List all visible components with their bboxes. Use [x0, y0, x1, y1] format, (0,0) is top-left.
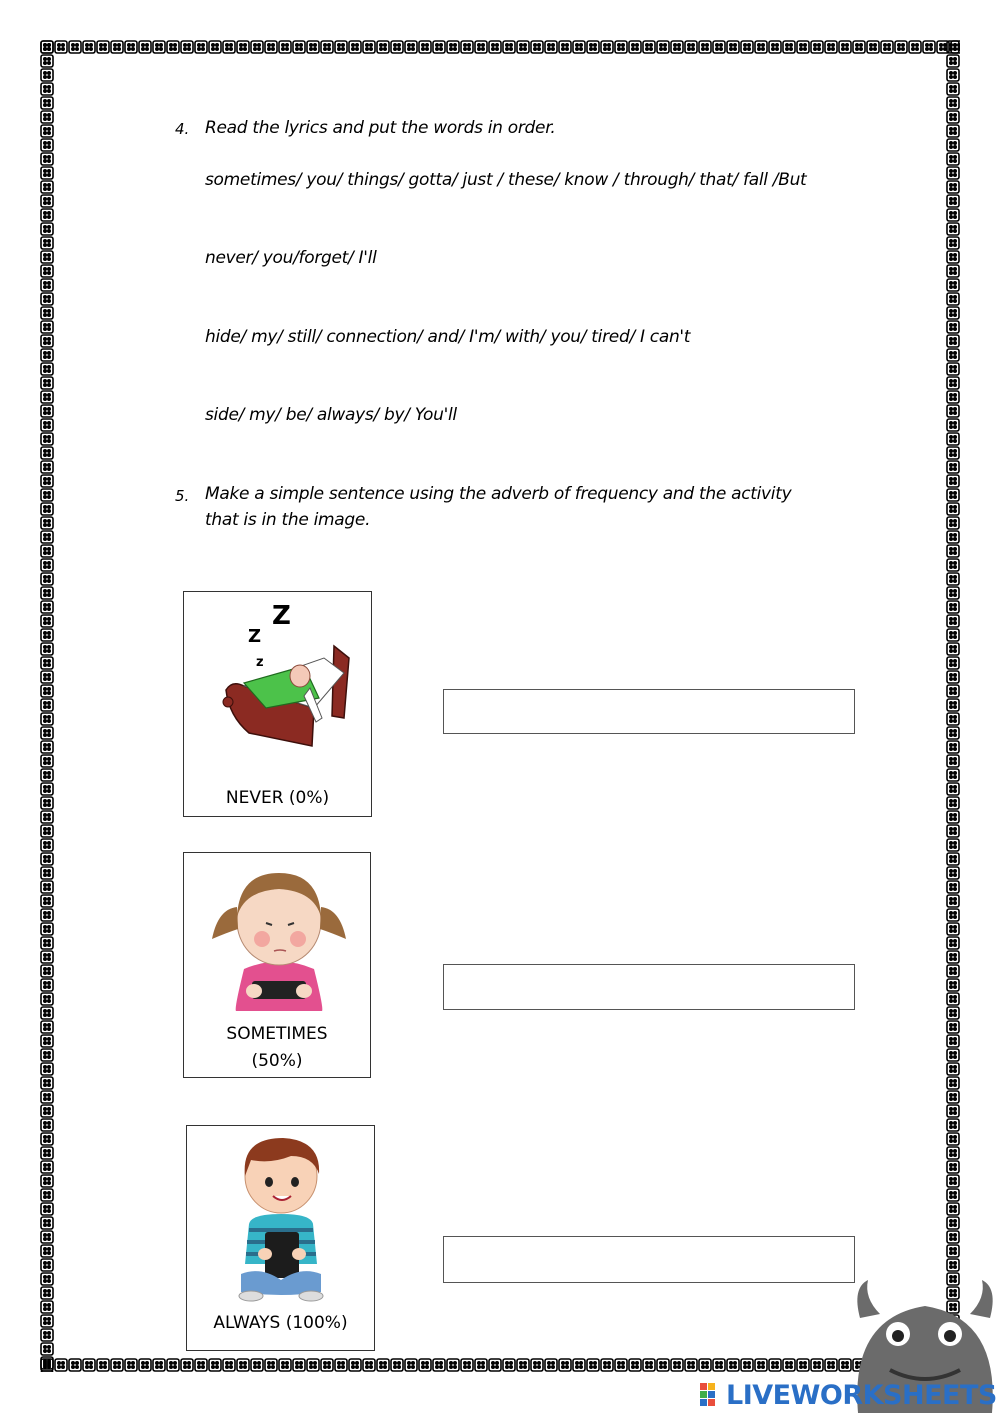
card-sometimes-label-line1: SOMETIMES [226, 1024, 328, 1044]
svg-text:Z: Z [272, 601, 291, 631]
lyric-line-3: hide/ my/ still/ connection/ and/ I'm/ with/ you/ tired/ I can't [205, 327, 691, 347]
answer-box-1[interactable] [443, 689, 855, 734]
answer-box-3[interactable] [443, 1236, 855, 1283]
border-top [40, 40, 960, 54]
girl-playing-phone-illustration [204, 859, 354, 1011]
exercise5-instruction-line1: Make a simple sentence using the adverb of frequency and the activity [205, 484, 792, 504]
lyric-line-4: side/ my/ be/ always/ by/ You'll [205, 405, 457, 425]
border-right [946, 40, 960, 1372]
answer-box-2[interactable] [443, 964, 855, 1010]
card-sometimes [183, 852, 371, 1078]
exercise5-instruction-line2: that is in the image. [205, 510, 371, 530]
liveworksheets-logo-icon [700, 1383, 724, 1407]
boy-playing-tablet-illustration [221, 1134, 341, 1304]
lyric-line-1: sometimes/ you/ things/ gotta/ just / these/ know / through/ that/ fall /But [205, 170, 807, 190]
exercise5-number: 5. [175, 487, 190, 505]
exercise4-number: 4. [175, 120, 190, 138]
svg-text:z: z [256, 655, 264, 670]
card-never-label: NEVER (0%) [225, 788, 330, 808]
card-always-label: ALWAYS (100%) [213, 1313, 348, 1333]
card-sometimes-label-line2: (50%) [251, 1051, 303, 1071]
exercise4-instruction: Read the lyrics and put the words in order. [205, 118, 556, 138]
svg-text:Z: Z [248, 626, 262, 647]
border-bottom [40, 1358, 960, 1372]
liveworksheets-brand [700, 1380, 997, 1410]
border-left [40, 40, 54, 1372]
lyric-line-2: never/ you/forget/ I'll [205, 248, 377, 268]
brand-text: LIVEWORKSHEETS [726, 1379, 997, 1411]
card-never [183, 591, 372, 817]
sleeping-in-bed-illustration [204, 598, 364, 748]
card-always [186, 1125, 375, 1351]
